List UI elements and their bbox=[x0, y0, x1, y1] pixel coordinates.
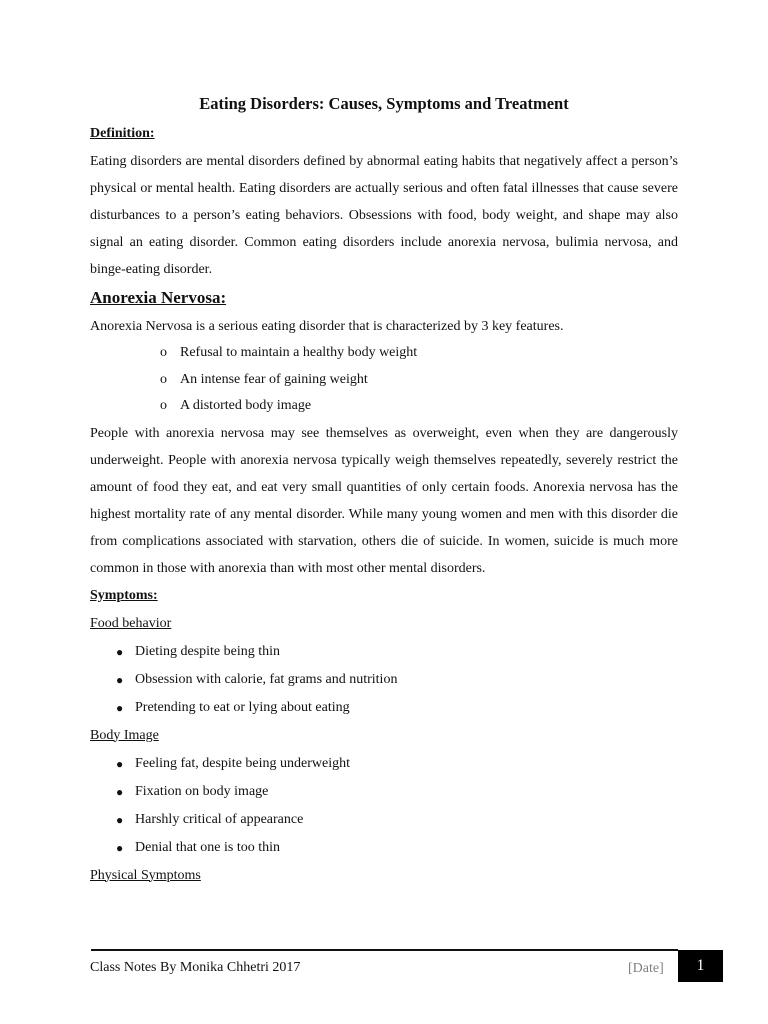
definition-paragraph: Eating disorders are mental disorders defined by abnormal eating habits that negatively affect a person’s physical or mental health. Eating disorders are actually serious and often fatal illnesses that cause severe disturbances to a person’s eating behaviors. Obsessions with food, body weight, and shape may also signal an eating disorder. Common eating disorders include anorexia nervosa, bulimia nervosa, and binge-eating disorder. bbox=[90, 154, 678, 277]
feature-text: An intense fear of gaining weight bbox=[180, 371, 368, 387]
symptom-text: Fixation on body image bbox=[135, 783, 269, 799]
symptom-text: Dieting despite being thin bbox=[135, 643, 281, 659]
anorexia-intro: Anorexia Nervosa is a serious eating disorder that is characterized by 3 key features. bbox=[90, 319, 564, 334]
bullet-dot-icon: ● bbox=[116, 644, 124, 659]
anorexia-heading: Anorexia Nervosa: bbox=[90, 288, 227, 307]
symptom-text: Pretending to eat or lying about eating bbox=[135, 699, 350, 715]
food-behavior-list bbox=[90, 638, 678, 722]
footer-divider bbox=[91, 949, 678, 951]
bullet-dot-icon: ● bbox=[116, 700, 124, 715]
anorexia-description: People with anorexia nervosa may see themselves as overweight, even when they are dangerously underweight. People with anorexia nervosa typically weigh themselves repeatedly, severely restrict the amount of food they eat, and eat very small quantities of only certain foods. Anorexia nervosa has the highest mortality rate of any mental disorder. While many young women and men with this disorder die from complications associated with starvation, others die of suicide. In women, suicide is much more common in those with anorexia than with most other mental disorders. bbox=[90, 425, 678, 576]
physical-symptoms-heading: Physical Symptoms bbox=[90, 867, 201, 883]
feature-text: Refusal to maintain a healthy body weight bbox=[180, 345, 418, 360]
food-behavior-heading: Food behavior bbox=[90, 615, 172, 631]
page-number: 1 bbox=[696, 957, 705, 974]
list-item bbox=[160, 393, 678, 420]
symptom-text: Harshly critical of appearance bbox=[135, 811, 304, 827]
list-item bbox=[116, 638, 678, 666]
list-item bbox=[116, 806, 678, 834]
document-body bbox=[90, 92, 678, 890]
list-item bbox=[116, 750, 678, 778]
list-item bbox=[160, 367, 678, 394]
body-image-heading: Body Image bbox=[90, 727, 159, 743]
anorexia-features-list bbox=[90, 340, 678, 420]
document-title: Eating Disorders: Causes, Symptoms and Treatment bbox=[199, 94, 569, 113]
bullet-dot-icon: ● bbox=[116, 812, 124, 827]
symptom-text: Denial that one is too thin bbox=[135, 839, 281, 855]
definition-heading: Definition: bbox=[90, 126, 155, 141]
symptoms-heading: Symptoms: bbox=[90, 587, 158, 603]
list-item bbox=[116, 694, 678, 722]
list-item bbox=[116, 834, 678, 862]
list-item bbox=[116, 778, 678, 806]
list-item bbox=[116, 666, 678, 694]
page-number-badge bbox=[678, 950, 723, 982]
bullet-dot-icon: ● bbox=[116, 840, 124, 855]
list-item bbox=[160, 340, 678, 367]
body-image-list bbox=[90, 750, 678, 862]
circle-bullet-icon: o bbox=[160, 371, 167, 387]
bullet-dot-icon: ● bbox=[116, 756, 124, 771]
bullet-dot-icon: ● bbox=[116, 784, 124, 799]
footer-author: Class Notes By Monika Chhetri 2017 bbox=[90, 960, 301, 975]
circle-bullet-icon: o bbox=[160, 345, 167, 360]
bullet-dot-icon: ● bbox=[116, 672, 124, 687]
feature-text: A distorted body image bbox=[180, 398, 312, 413]
symptom-text: Obsession with calorie, fat grams and nutrition bbox=[135, 671, 398, 687]
circle-bullet-icon: o bbox=[160, 398, 167, 413]
symptom-text: Feeling fat, despite being underweight bbox=[135, 755, 350, 771]
footer-date: [Date] bbox=[628, 961, 664, 976]
